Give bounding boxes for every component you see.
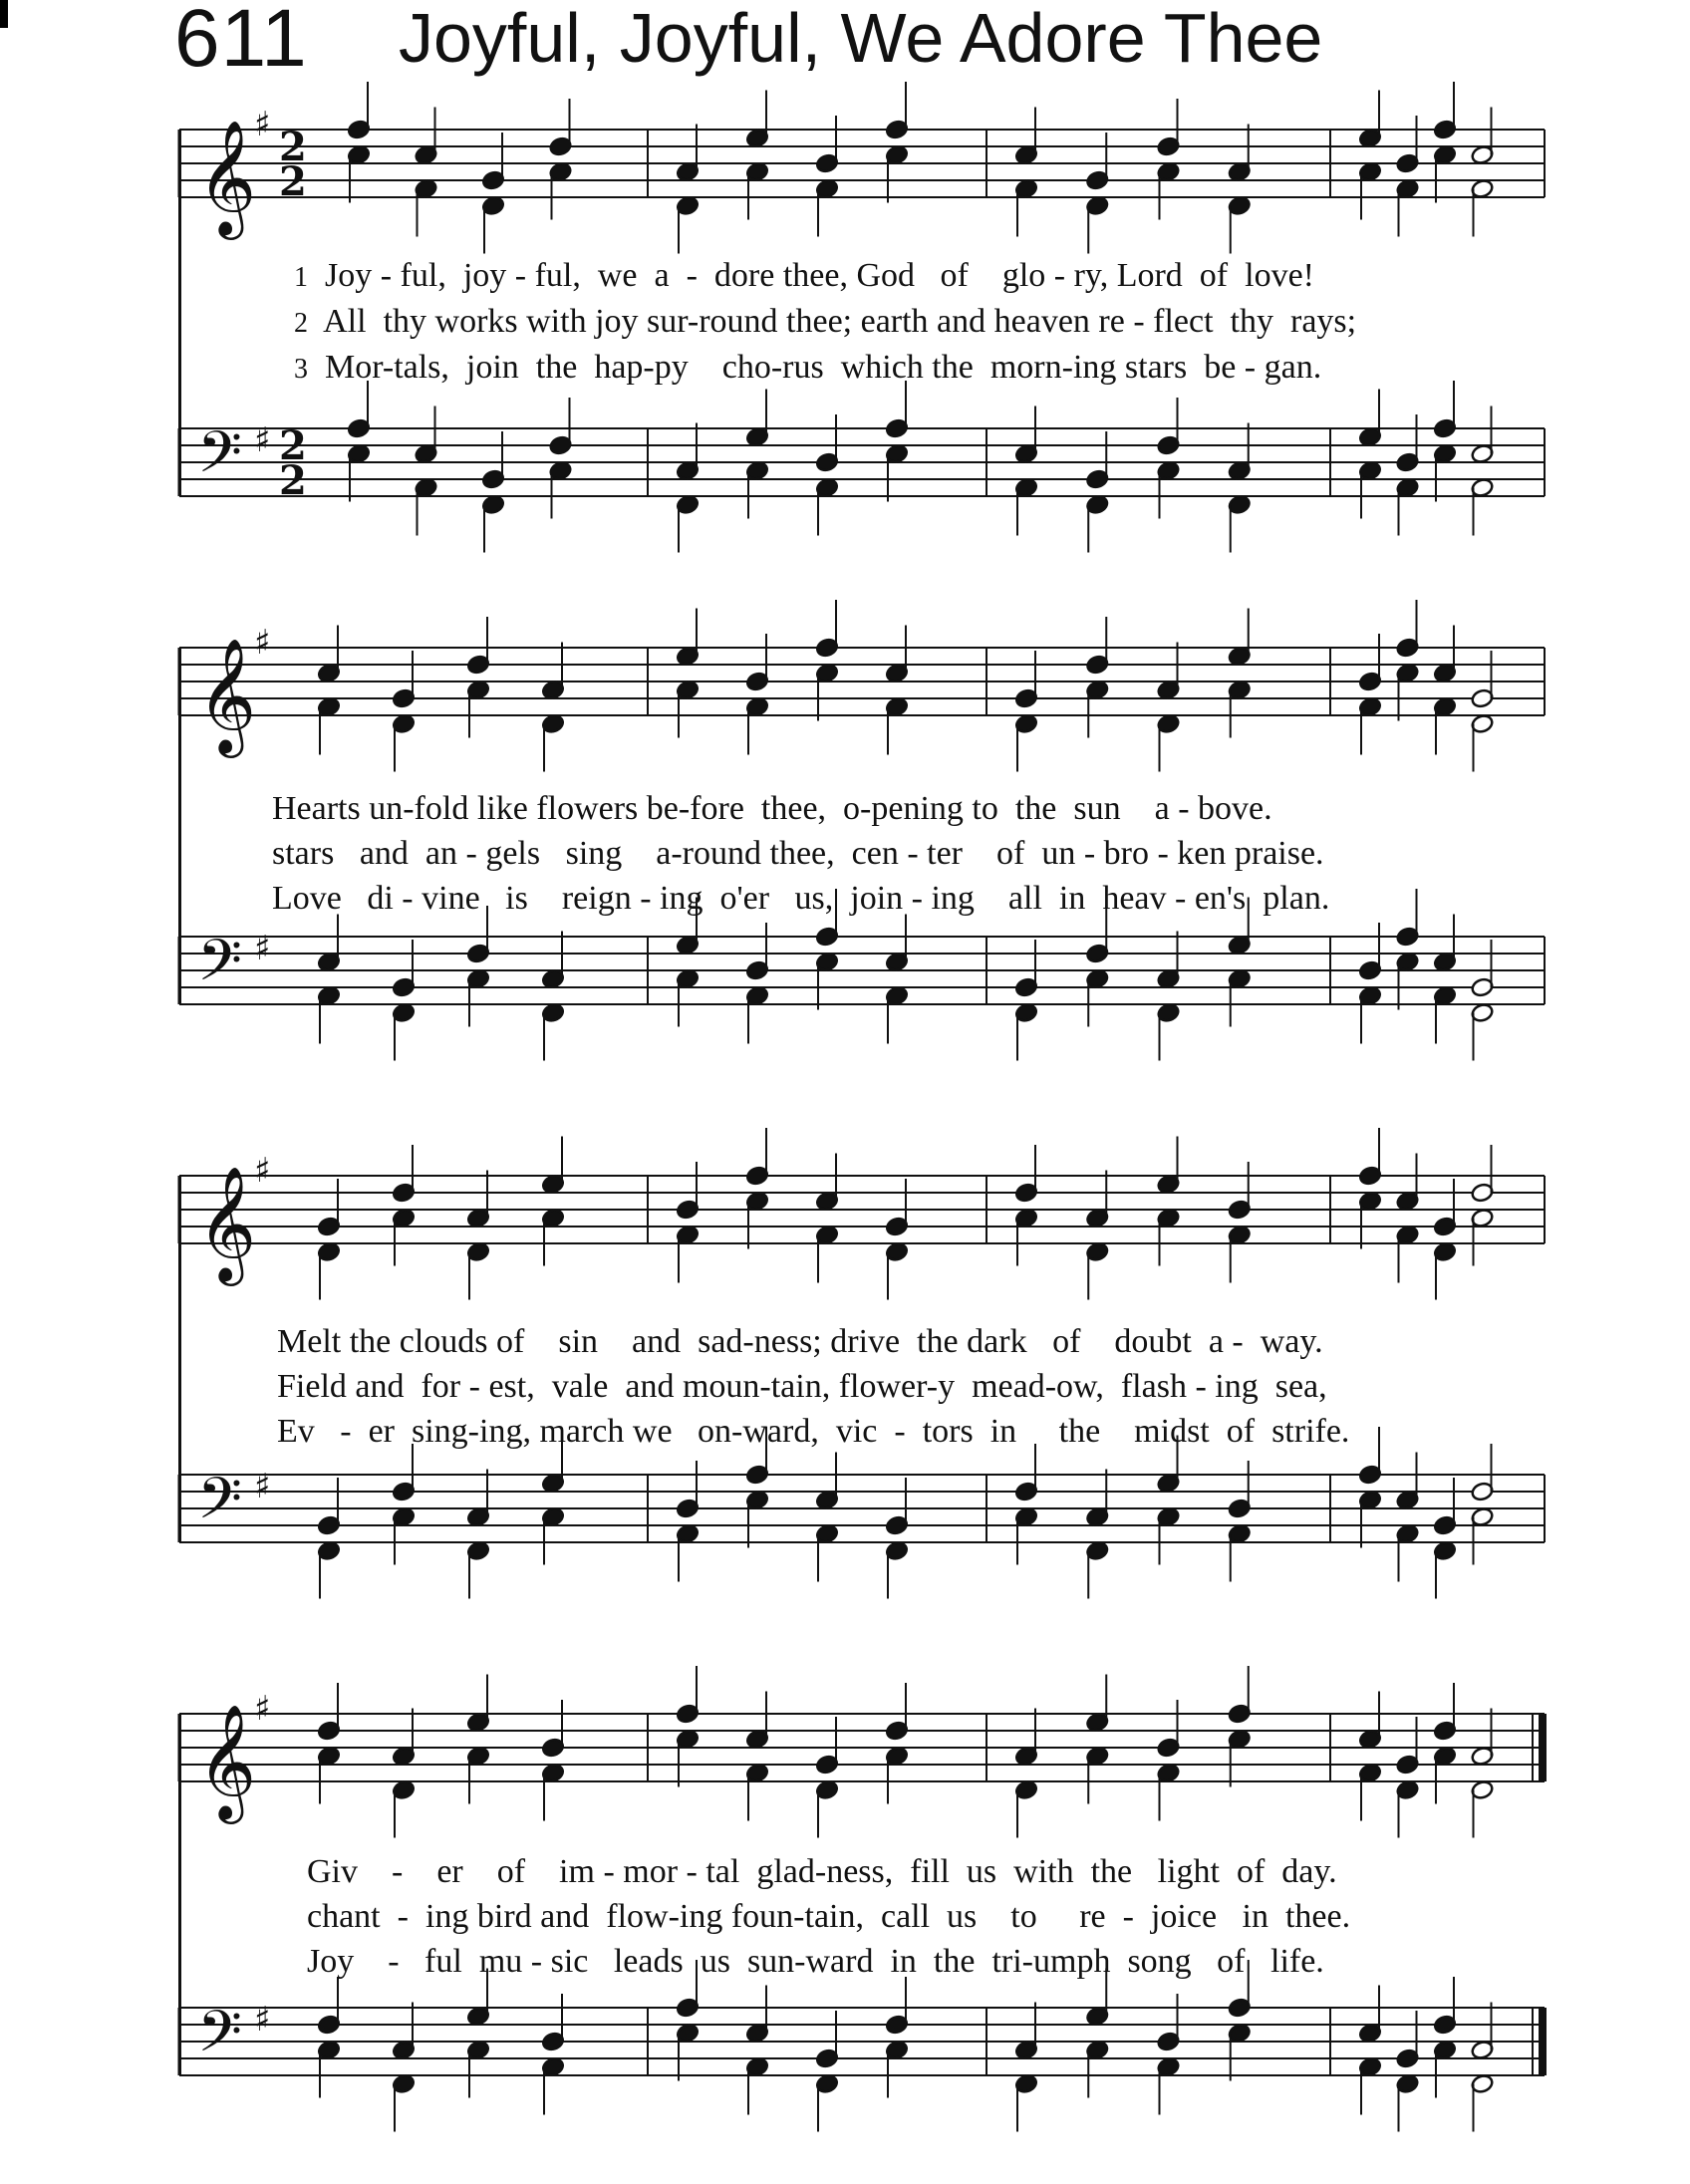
system-bracket	[178, 1176, 181, 1542]
bass-clef-icon: 𝄢	[197, 418, 243, 500]
hymn-title: Joyful, Joyful, We Adore Thee	[399, 0, 1323, 77]
lyric-line: 2 All thy works with joy sur-round thee; earth and heaven re - flect thy rays;	[294, 303, 1357, 340]
sharp-icon: ♯	[254, 2000, 271, 2040]
lyric-line: Ev - er sing-ing, march we on-ward, vic - tors in the midst of strife.	[277, 1413, 1350, 1450]
sharp-icon: ♯	[254, 420, 271, 460]
lyric-line: stars and an - gels sing a-round thee, cen - ter of un - bro - ken praise.	[272, 835, 1324, 872]
sharp-icon: ♯	[254, 1467, 271, 1506]
music-system-4	[179, 1689, 1564, 2162]
lyric-line: Melt the clouds of sin and sad-ness; drive the dark of doubt a - way.	[277, 1323, 1323, 1360]
bass-staff	[179, 917, 1564, 1086]
music-system-2	[179, 623, 1564, 1076]
sharp-icon: ♯	[254, 1689, 271, 1729]
bass-clef-icon: 𝄢	[197, 927, 243, 1008]
treble-clef-icon: 𝄞	[197, 119, 257, 235]
sharp-icon: ♯	[254, 623, 271, 663]
bass-staff	[179, 1455, 1564, 1624]
system-bracket	[178, 130, 181, 496]
time-signature-top: 2	[279, 422, 307, 469]
treble-staff	[179, 1689, 1564, 1833]
lyric-line: Joy - ful mu - sic leads us sun-ward in the tri-umph song of life.	[307, 1943, 1324, 1980]
time-signature-top: 2	[279, 124, 307, 170]
treble-staff	[179, 1151, 1564, 1295]
treble-staff	[179, 623, 1564, 767]
time-signature-bottom: 2	[279, 158, 307, 205]
sharp-icon: ♯	[254, 929, 271, 968]
system-bracket	[178, 648, 181, 1004]
lyric-line: 1 Joy - ful, joy - ful, we a - dore thee, God of glo - ry, Lord of love!	[294, 257, 1314, 294]
treble-clef-icon: 𝄞	[197, 637, 257, 753]
lyric-line: Hearts un-fold like flowers be-fore thee, o-pening to the sun a - bove.	[272, 790, 1272, 827]
music-system-3	[179, 1151, 1564, 1614]
treble-clef-icon: 𝄞	[197, 1165, 257, 1281]
corner-mark	[0, 0, 8, 28]
final-bar-line	[1539, 1714, 1547, 1781]
system-bracket	[178, 1714, 181, 2075]
time-signature-bottom: 2	[279, 457, 307, 504]
music-system-1	[179, 105, 1564, 578]
bass-clef-icon: 𝄢	[197, 1998, 243, 2079]
lyric-line: chant - ing bird and flow-ing foun-tain, call us to re - joice in thee.	[307, 1898, 1351, 1935]
sharp-icon: ♯	[254, 105, 271, 144]
treble-clef-icon: 𝄞	[197, 1703, 257, 1819]
lyric-line: Giv - er of im - mor - tal glad-ness, fill us with the light of day.	[307, 1853, 1337, 1890]
bass-clef-icon: 𝄢	[197, 1465, 243, 1546]
sharp-icon: ♯	[254, 1151, 271, 1191]
lyric-line: Field and for - est, vale and moun-tain, flower-y mead-ow, flash - ing sea,	[277, 1368, 1327, 1405]
hymn-number: 611	[174, 0, 308, 84]
final-bar-line	[1539, 2008, 1547, 2075]
treble-staff	[179, 105, 1564, 249]
bass-staff	[179, 1988, 1564, 2157]
lyric-line: 3 Mor-tals, join the hap-py cho-rus which the morn-ing stars be - gan.	[294, 349, 1322, 386]
bass-staff	[179, 409, 1564, 578]
lyric-line: Love di - vine is reign - ing o'er us, join - ing all in heav - en's plan.	[272, 880, 1330, 917]
